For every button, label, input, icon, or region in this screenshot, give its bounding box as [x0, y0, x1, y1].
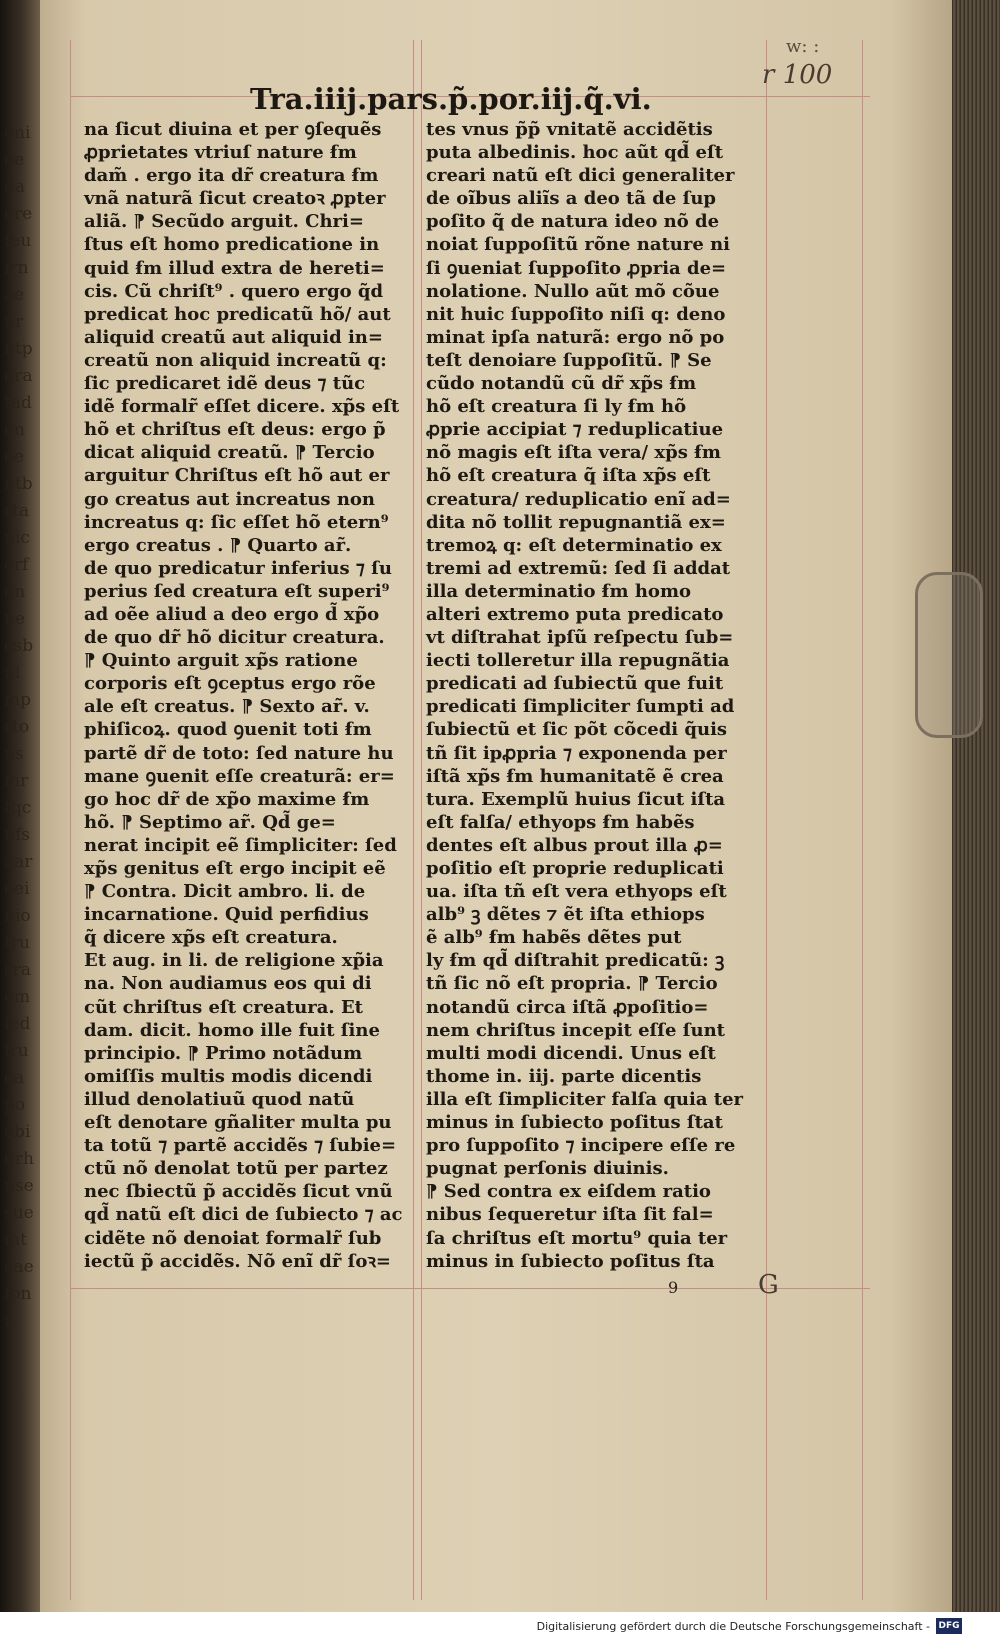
text-line: idẽ formalr̃ eſſet dicere. xp̃s eſt	[84, 396, 400, 418]
text-line: minus in ſubiecto poſitus ſta	[426, 1250, 715, 1272]
manuscript-mark: r	[762, 60, 775, 90]
text-line: creatura/ reduplicatio enĩ ad=	[426, 488, 731, 510]
text-line: alteri extremo puta predicato	[426, 603, 724, 625]
text-line: cũt chriſtus eſt creatura. Et	[84, 996, 363, 1018]
text-line: tremoꝝ q: eſt determinatio ex	[426, 534, 722, 556]
text-line: tñ ſic nõ eſt propria. ⁋ Tercio	[426, 973, 718, 995]
text-line: eſt falſa/ ethyops ẜm habẽs	[426, 811, 695, 833]
text-line: ale eſt creatus. ⁋ Sexto ar̃. v.	[84, 696, 370, 718]
text-line: hõ eſt creatura ſi ly ẜm hõ	[426, 396, 687, 418]
signature-mark: 9	[668, 1278, 679, 1297]
text-line: hõ. ⁋ Septimo ar̃. Qd̃ ge=	[84, 811, 336, 833]
text-line: ſic predicaret idẽ deus ⁊ tũc	[84, 373, 366, 395]
text-line: hõ eſt creatura q̃ iſta xp̃s eſt	[426, 465, 711, 487]
text-line: noiat ſuppoſitũ rõne nature ni	[426, 234, 731, 256]
text-line: cidẽte nõ denoiat formalr̃ ſub	[84, 1227, 382, 1249]
text-line: minat ipſa naturã: ergo nõ po	[426, 326, 725, 348]
text-line: ly ẜm qd̃ diſtrahit predicatũ: ꝫ	[426, 950, 725, 972]
page-clip	[915, 572, 983, 738]
text-line: eſt denotare gñaliter multa pu	[84, 1112, 392, 1134]
running-head: Tra.iiij.pars.p̃.por.iij.q̃.vi.	[250, 82, 652, 116]
text-line: tura. Exemplũ huius ſicut iſta	[426, 788, 726, 810]
text-line: ua. iſta tñ eſt vera ethyops eſt	[426, 881, 727, 903]
text-line: de quo dr̃ hõ dicitur creatura.	[84, 627, 385, 649]
text-line: predicati ſimpliciter ſumpti ad	[426, 696, 735, 718]
text-line: nibus ſequeretur iſta ſit fal=	[426, 1204, 714, 1226]
dfg-logo: DFG	[936, 1618, 962, 1634]
text-line: illud denolatiuũ quod natũ	[84, 1088, 355, 1110]
text-line: tñ ſit ipꝓpria ⁊ exponenda per	[426, 742, 727, 764]
text-line: pugnat perſonis diuinis.	[426, 1158, 669, 1180]
text-line: nem chriſtus incepit eſſe ſunt	[426, 1019, 725, 1041]
ruling-line	[421, 40, 422, 1600]
text-line: iecti tolleretur illa repugnãtia	[426, 650, 730, 672]
text-line: nec ſbiectũ p̃ accidẽs ſicut vnũ	[84, 1181, 393, 1203]
text-column-right	[426, 118, 761, 1273]
text-line: corporis eſt ꝯceptus ergo rõe	[84, 673, 376, 695]
text-line: go hoc dr̃ de xp̃o maxime ẜm	[84, 788, 370, 810]
text-line: creari natũ eſt dici generaliter	[426, 165, 735, 187]
text-line: de oĩbus aliĩs a deo tã de ſup	[426, 188, 717, 210]
text-line: minus in ſubiecto poſitus ſtat	[426, 1112, 723, 1134]
funding-credit: Digitalisierung gefördert durch die Deutsche Forschungsgemeinschaft -	[536, 1620, 930, 1633]
text-line: ctũ nõ denolat totũ per partez	[84, 1158, 388, 1180]
text-line: principio. ⁋ Primo notãdum	[84, 1042, 363, 1064]
text-line: dam. dicit. homo ille fuit ſine	[84, 1019, 380, 1041]
text-line: puta albedinis. hoc aũt qd̃ eſt	[426, 142, 724, 164]
text-line: teſt denoiare ſuppoſitũ. ⁋ Se	[426, 349, 712, 371]
text-line: pro ſuppoſito ⁊ incipere eſſe re	[426, 1135, 736, 1157]
text-line: ⁋ Quinto arguit xp̃s ratione	[84, 650, 358, 672]
text-line: mane ꝯuenit eſſe creaturã: er=	[84, 765, 395, 787]
text-line: phiſicoꝝ. quod ꝯuenit toti ẜm	[84, 719, 372, 741]
text-line: tremi ad extremũ: ſed ſi addat	[426, 557, 731, 579]
text-line: dita nõ tollit repugnantiã ex=	[426, 511, 726, 533]
ruling-line	[70, 1288, 870, 1289]
text-line: ꝓprie accipiat ⁊ reduplicatiue	[426, 419, 724, 441]
text-line: poſito q̃ de natura ideo nõ de	[426, 211, 720, 233]
text-line: illa eſt ſimpliciter falſa quia ter	[426, 1088, 744, 1110]
text-line: quid ẜm illud extra de hereti=	[84, 257, 385, 279]
text-line: aliã. ⁋ Secũdo arguit. Chri=	[84, 211, 364, 233]
text-line: perius ſed creatura eſt superi⁹	[84, 580, 390, 602]
text-line: nerat incipit eẽ ſimpliciter: ſed	[84, 834, 397, 856]
text-line: tes vnus p̃p̃ vnitatẽ accidẽtis	[426, 119, 713, 140]
text-line: vt diſtrahat ipſũ reſpectu ſub=	[426, 627, 734, 649]
page-edge-stack	[952, 0, 1000, 1612]
text-line: hõ et chriſtus eſt deus: ergo p̃	[84, 419, 386, 441]
text-line: increatus q: ſic eſſet hõ etern⁹	[84, 511, 389, 533]
text-line: ẽ alb⁹ ẜm habẽs dẽtes put	[426, 927, 682, 949]
text-line: go creatus aut increatus non	[84, 488, 376, 510]
ruling-line	[766, 40, 767, 1600]
text-line: incarnatione. Quid perfidius	[84, 904, 369, 926]
text-line: aliquid creatũ aut aliquid in=	[84, 326, 383, 348]
text-line: notandũ circa iſtã ꝓpoſitio=	[426, 996, 709, 1018]
text-line: nõ magis eſt iſta vera/ xp̃s ẜm	[426, 442, 721, 464]
text-line: q̃ dicere xp̃s eſt creatura.	[84, 927, 338, 949]
manuscript-mark-small: w: :	[786, 36, 820, 57]
manuscript-mark-bottom: G	[758, 1270, 779, 1300]
text-line: creatũ non aliquid increatũ q:	[84, 349, 387, 371]
text-line: multi modi dicendi. Unus eſt	[426, 1042, 716, 1064]
text-line: ⁋ Sed contra ex eiſdem ratio	[426, 1181, 711, 1203]
folio-annotation	[762, 60, 832, 90]
text-line: nit huic ſuppoſito niſi q: deno	[426, 303, 726, 325]
text-line: predicat hoc predicatũ hõ/ aut	[84, 303, 391, 325]
text-line: Et aug. in li. de religione xp̃ia	[84, 950, 384, 972]
text-line: ꝓprietates vtriuſ nature ẜm	[84, 142, 357, 164]
text-line: cũdo notandũ cũ dr̃ xp̃s ẜm	[426, 373, 697, 395]
text-line: ta totũ ⁊ partẽ accidẽs ⁊ ſubie=	[84, 1135, 397, 1157]
text-line: alb⁹ ꝫ dẽtes ⁊ ẽt iſta ethiops	[426, 904, 705, 926]
text-line: dicat aliquid creatũ. ⁋ Tercio	[84, 442, 375, 464]
text-line: ſi ꝯueniat ſuppoſito ꝓpria de=	[426, 257, 727, 279]
ruling-line	[70, 40, 71, 1600]
text-line: arguitur Chriſtus eſt hõ aut er	[84, 465, 390, 487]
text-line: ergo creatus . ⁋ Quarto ar̃.	[84, 534, 352, 556]
text-line: ad oẽe aliud a deo ergo d̃ xp̃o	[84, 603, 380, 625]
text-column-left	[84, 118, 409, 1273]
text-line: ſtus eſt homo predicatione in	[84, 234, 380, 256]
facing-page-text-fragment: enioedaerefeuirnaeurntporatadeneentbrtanicerfonnecsbnlmprtonsmrtqcnfsaareeiniotrusraemiedlrueapoebidrhnsesuemtcaefonr	[4, 123, 34, 1331]
text-line: predicati ad ſubiectũ que fuit	[426, 673, 724, 695]
facing-page-gutter	[0, 0, 40, 1612]
text-line: illa determinatio ẜm homo	[426, 580, 691, 602]
ruling-line	[413, 40, 414, 1600]
text-line: poſitio eſt proprie reduplicati	[426, 858, 724, 879]
text-line: thome in. iij. parte dicentis	[426, 1065, 702, 1087]
text-line: omiſſis multis modis dicendi	[84, 1065, 373, 1087]
text-line: dam̃ . ergo ita dr̃ creatura ẜm	[84, 165, 379, 187]
folio-number: 100	[782, 60, 833, 90]
text-line: iſtã xp̃s ẜm humanitatẽ ẽ crea	[426, 765, 724, 787]
footer-bar	[0, 1612, 1000, 1645]
text-line: iectũ p̃ accidẽs. Nõ enĩ dr̃ ſoꝛ=	[84, 1250, 391, 1272]
text-line: ⁋ Contra. Dicit ambro. li. de	[84, 881, 366, 903]
text-line: ſa chriſtus eſt mortu⁹ quia ter	[426, 1227, 728, 1249]
text-line: vnã naturã ſicut creatoꝛ ꝓpter	[84, 188, 386, 210]
text-line: qd̃ natũ eſt dici de ſubiecto ⁊ ac	[84, 1204, 403, 1226]
text-line: dentes eſt albus prout illa ꝓ=	[426, 834, 723, 856]
text-line: ſubiectũ et ſic põt cõcedi q̃uis	[426, 719, 728, 741]
text-line: cis. Cũ chriſt⁹ . quero ergo q̃d	[84, 280, 384, 302]
text-line: partẽ dr̃ de toto: ſed nature hu	[84, 742, 394, 764]
text-line: de quo predicatur inferius ⁊ ſu	[84, 557, 392, 579]
text-line: na. Non audiamus eos qui di	[84, 973, 372, 995]
text-line: nolatione. Nullo aũt mõ cõue	[426, 280, 720, 302]
text-line: xp̃s genitus eſt ergo incipit eẽ	[84, 858, 386, 879]
ruling-line	[862, 40, 863, 1600]
text-line: na ſicut diuina et per ꝯſequẽs	[84, 119, 382, 140]
